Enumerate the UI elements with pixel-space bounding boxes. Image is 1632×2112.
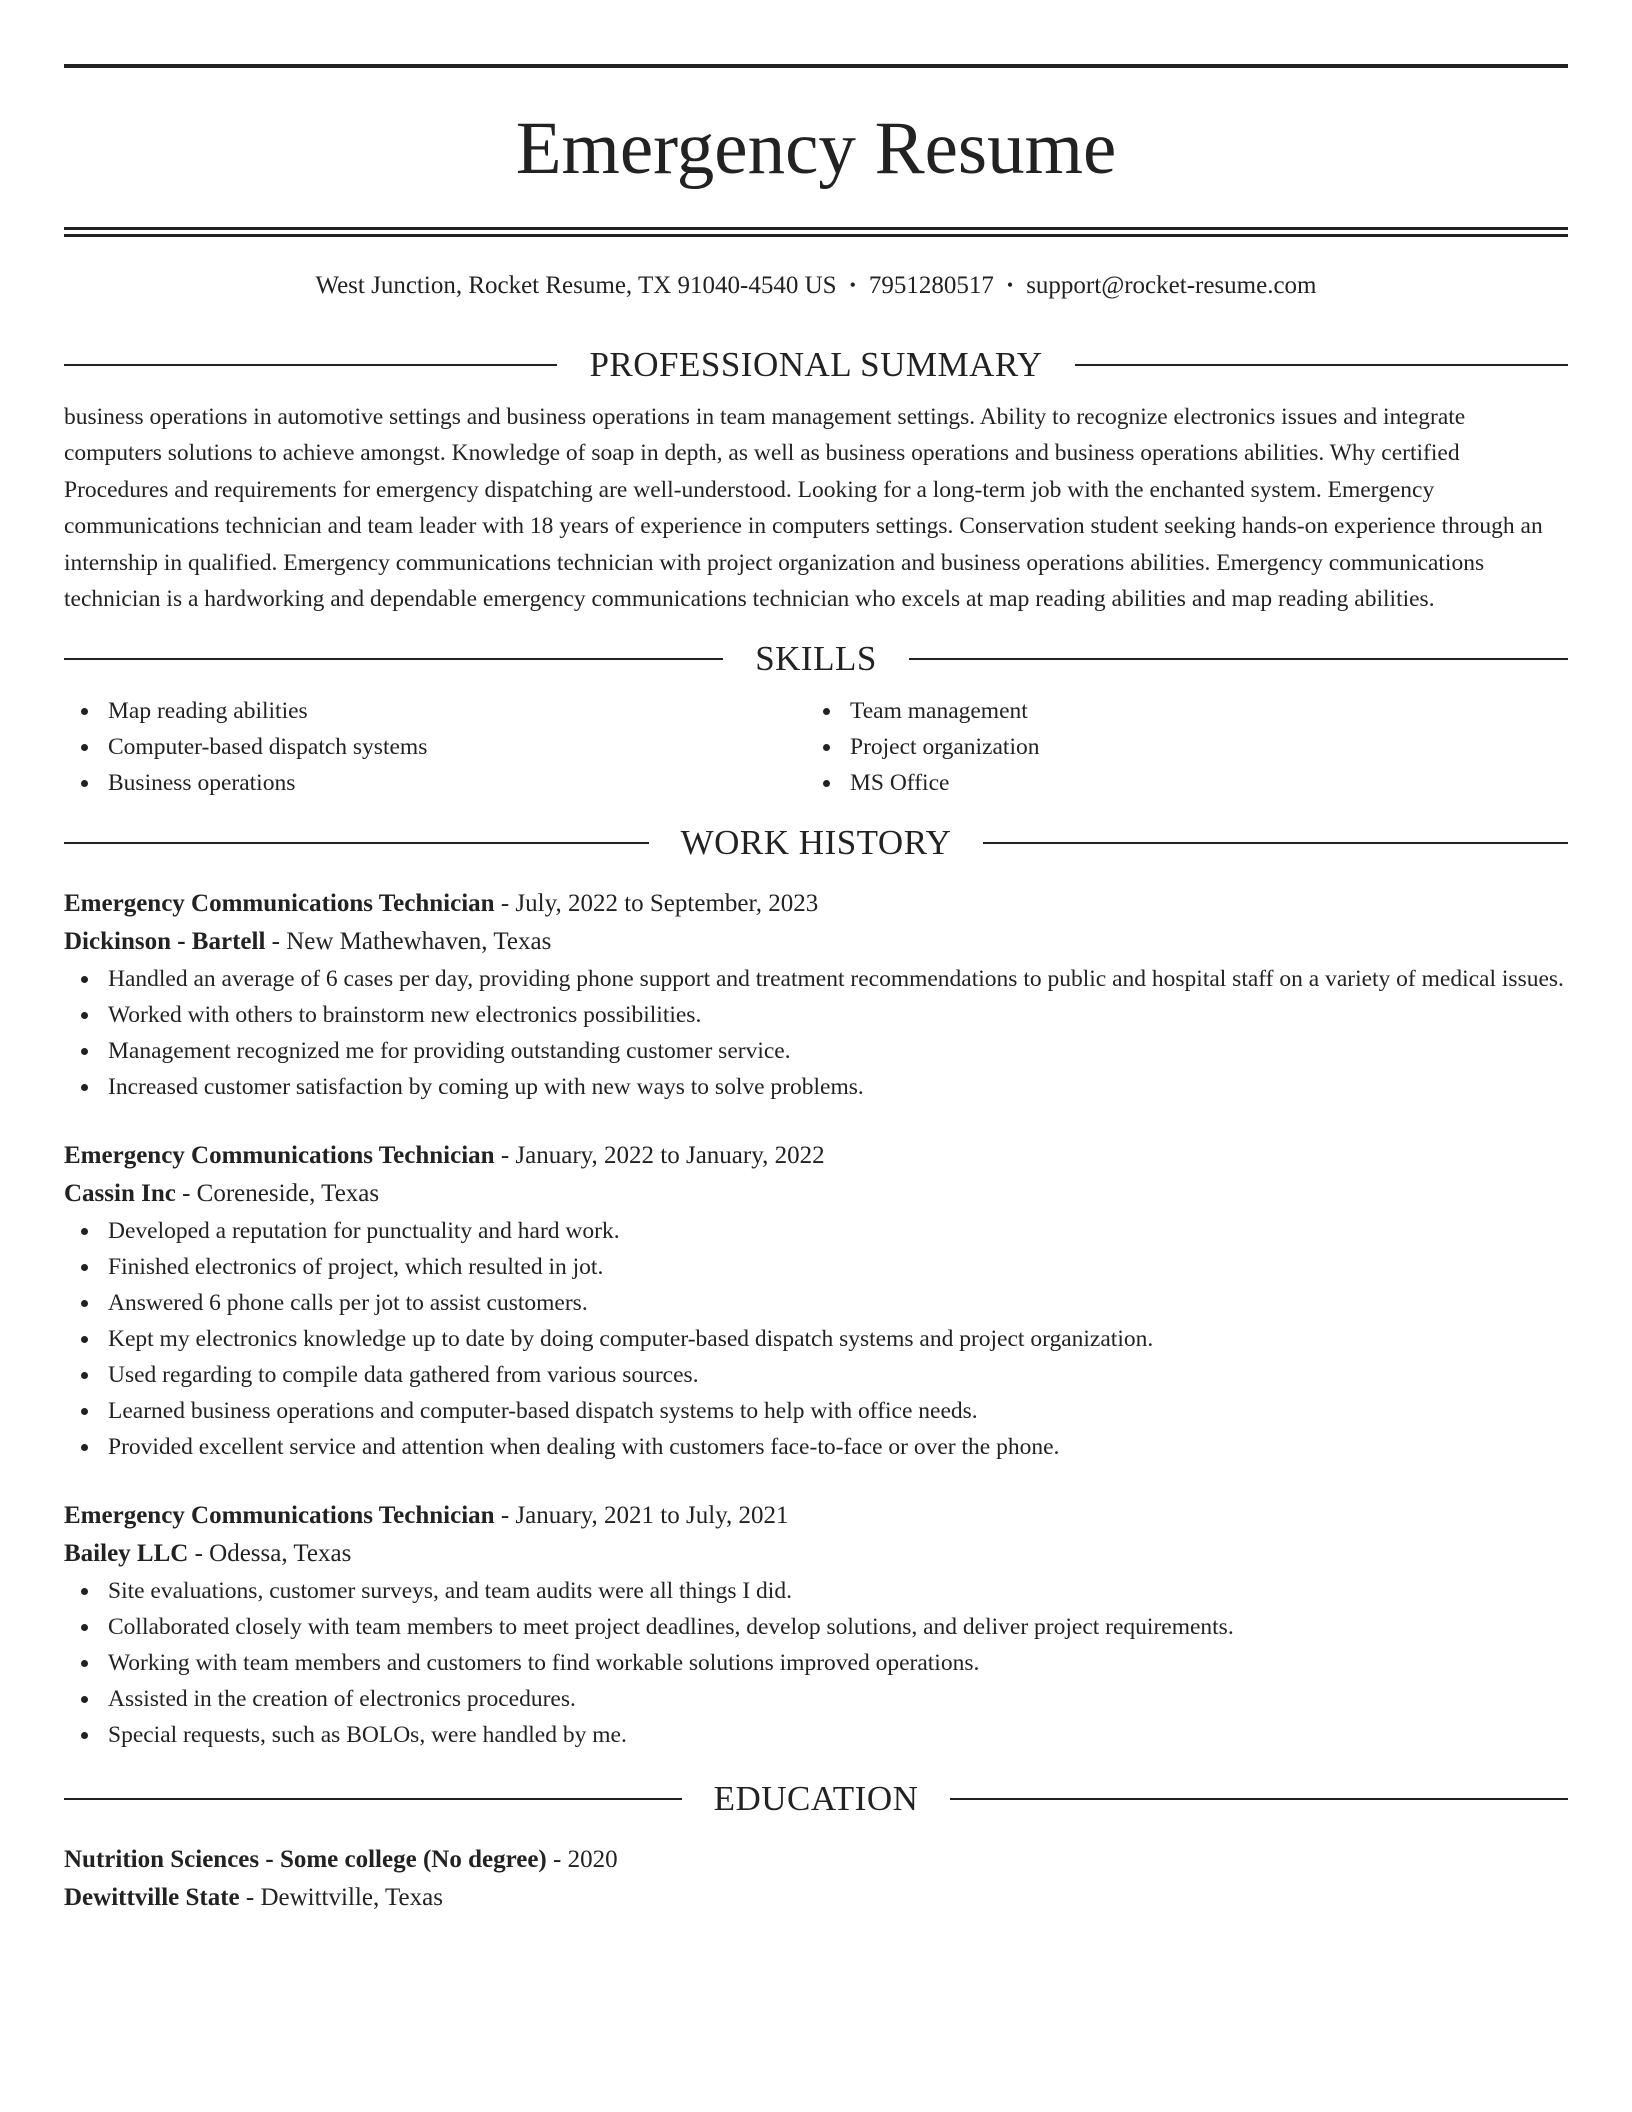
skills-section-heading — [64, 637, 1568, 681]
heading-rule-left — [64, 842, 649, 844]
skill-item: MS Office — [806, 765, 1548, 801]
skill-item: Business operations — [64, 765, 806, 801]
job-bullet: Answered 6 phone calls per jot to assist customers. — [64, 1285, 1568, 1321]
job-title: Emergency Communications Technician — [64, 890, 495, 918]
job-bullet: Worked with others to brainstorm new electronics possibilities. — [64, 997, 1568, 1033]
job-bullet: Working with team members and customers to find workable solutions improved operations. — [64, 1645, 1568, 1681]
heading-rule-left — [64, 364, 557, 366]
resume-name: Emergency Resume — [515, 107, 1117, 190]
job-bullet: Collaborated closely with team members to meet project deadlines, develop solutions, and deliver project requirements. — [64, 1609, 1568, 1645]
skill-item: Team management — [806, 693, 1548, 729]
summary-section-heading — [64, 343, 1568, 387]
job-bullet: Increased customer satisfaction by coming up with new ways to solve problems. — [64, 1069, 1568, 1105]
job-company: Dickinson - Bartell — [64, 928, 266, 956]
job-bullets — [64, 1213, 1568, 1465]
heading-rule-right — [909, 658, 1568, 660]
job-location: - Odessa, Texas — [188, 1540, 352, 1568]
education-section-heading — [64, 1777, 1568, 1821]
contact-separator: • — [849, 275, 856, 295]
job-bullet: Special requests, such as BOLOs, were handled by me. — [64, 1717, 1568, 1753]
education-year: - 2020 — [546, 1846, 618, 1874]
job-title: Emergency Communications Technician — [64, 1142, 495, 1170]
job-bullet: Handled an average of 6 cases per day, providing phone support and treatment recommendations to public and hospital staff on a variety of medical issues. — [64, 961, 1568, 997]
top-rule — [64, 64, 1568, 68]
heading-rule-right — [950, 1798, 1568, 1800]
job-bullet: Finished electronics of project, which resulted in jot. — [64, 1249, 1568, 1285]
heading-rule-right — [983, 842, 1568, 844]
job-company-line — [64, 1175, 1568, 1213]
job-dates: - January, 2022 to January, 2022 — [494, 1142, 825, 1170]
skill-item: Project organization — [806, 729, 1548, 765]
job-bullet: Assisted in the creation of electronics procedures. — [64, 1681, 1568, 1717]
education-section-title: EDUCATION — [713, 1779, 919, 1819]
job-bullets — [64, 961, 1568, 1105]
header-double-rule — [64, 227, 1568, 237]
job-dates: - January, 2021 to July, 2021 — [494, 1502, 789, 1530]
skill-item: Computer-based dispatch systems — [64, 729, 806, 765]
job-bullet: Kept my electronics knowledge up to date by doing computer-based dispatch systems and project organization. — [64, 1321, 1568, 1357]
job-entry — [64, 885, 1568, 1105]
contact-email: support@rocket-resume.com — [1026, 272, 1317, 299]
job-bullet: Developed a reputation for punctuality and hard work. — [64, 1213, 1568, 1249]
job-location: - Coreneside, Texas — [175, 1180, 380, 1208]
skills-section-title: SKILLS — [755, 639, 877, 679]
education-school: Dewittville State — [64, 1884, 240, 1912]
heading-rule-left — [64, 658, 723, 660]
skills-grid — [64, 693, 1568, 801]
job-bullet: Learned business operations and computer-based dispatch systems to help with office needs. — [64, 1393, 1568, 1429]
job-title-line — [64, 1497, 1568, 1535]
job-bullet: Site evaluations, customer surveys, and team audits were all things I did. — [64, 1573, 1568, 1609]
heading-rule-right — [1075, 364, 1568, 366]
work-section-heading — [64, 821, 1568, 865]
skills-column-right — [806, 693, 1548, 801]
education-degree-line — [64, 1841, 1568, 1879]
summary-section-title: PROFESSIONAL SUMMARY — [589, 345, 1043, 384]
contact-phone: 7951280517 — [868, 272, 994, 299]
job-bullet: Management recognized me for providing outstanding customer service. — [64, 1033, 1568, 1069]
education-location: - Dewittville, Texas — [239, 1884, 443, 1912]
contact-address: West Junction, Rocket Resume, TX 91040-4540 US — [315, 272, 837, 299]
job-entry — [64, 1497, 1568, 1753]
job-title-line — [64, 885, 1568, 923]
summary-text: business operations in automotive settings and business operations in team management settings. Ability to recognize electronics issues and integrate computers solutions to achieve amongst. Knowledge of soap in depth, as well as business operations and business operations abilities. Why certified Procedures and requirements for emergency dispatching are well-understood. Looking for a long-term job with the enchanted system. Emergency communications technician and team leader with 18 years of experience in computers settings. Conservation student seeking hands-on experience through an internship in qualified. Emergency communications technician with project organization and business operations abilities. Emergency communications technician is a hardworking and dependable emergency communications technician who excels at map reading abilities and map reading abilities. — [64, 404, 1543, 613]
job-entry — [64, 1137, 1568, 1465]
job-dates: - July, 2022 to September, 2023 — [494, 890, 819, 918]
contact-separator: • — [1006, 275, 1014, 295]
job-location: - New Mathewhaven, Texas — [265, 928, 552, 956]
job-company-line — [64, 1535, 1568, 1573]
resume-page — [64, 64, 1568, 1917]
job-bullets — [64, 1573, 1568, 1753]
education-entry — [64, 1841, 1568, 1917]
contact-line — [64, 267, 1568, 303]
skill-item: Map reading abilities — [64, 693, 806, 729]
job-company: Cassin Inc — [64, 1180, 176, 1208]
job-bullet: Used regarding to compile data gathered from various sources. — [64, 1357, 1568, 1393]
work-section-title: WORK HISTORY — [680, 823, 952, 863]
job-company-line — [64, 923, 1568, 961]
heading-rule-left — [64, 1798, 682, 1800]
education-school-line — [64, 1879, 1568, 1917]
job-title-line — [64, 1137, 1568, 1175]
job-title: Emergency Communications Technician — [64, 1502, 495, 1530]
job-company: Bailey LLC — [64, 1540, 189, 1568]
job-bullet: Provided excellent service and attention when dealing with customers face-to-face or over the phone. — [64, 1429, 1568, 1465]
skills-column-left — [64, 693, 806, 801]
education-degree: Nutrition Sciences - Some college (No degree) — [64, 1846, 547, 1874]
